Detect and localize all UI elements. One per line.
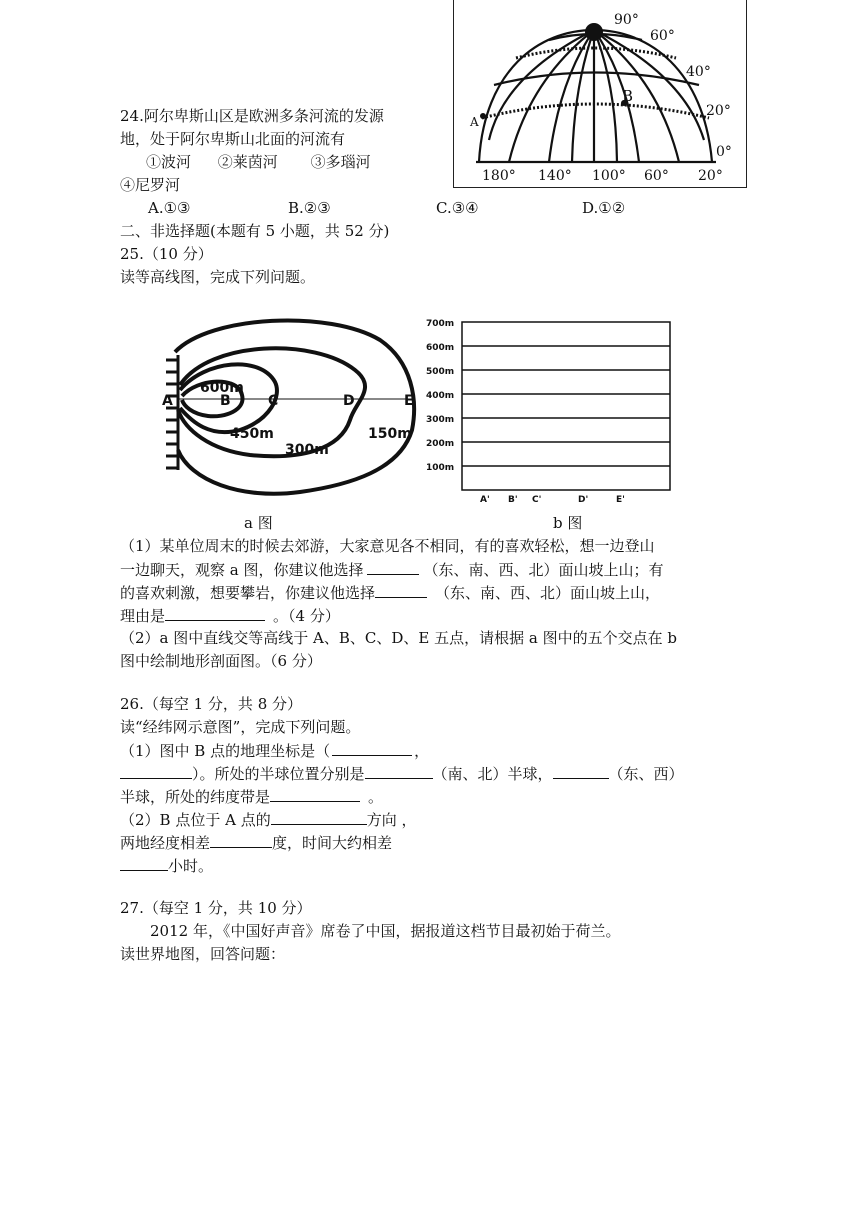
- q26-p2-line1-text-b: 方向 ，: [366, 811, 417, 829]
- answer-blank-latitude-zone[interactable]: [270, 785, 360, 802]
- q25-p2-line2: 图中绘制地形剖面图。（6 分）: [120, 652, 322, 670]
- q27-heading: 27.（每空 1 分，共 10 分）: [120, 899, 312, 917]
- q26-p1-line2-text-b: （南、北）半球，: [432, 765, 553, 783]
- contour-point-d: D: [343, 393, 355, 409]
- q26-intro: 读“经纬网示意图”，完成下列问题。: [120, 718, 361, 736]
- q25-p1-line4-text-a: 理由是: [120, 607, 166, 625]
- lon-label-100: 100°: [592, 168, 626, 184]
- contour-point-b: B: [220, 393, 231, 409]
- contour-point-c: C: [268, 393, 279, 409]
- q24-choice-a: A.①③: [148, 199, 191, 217]
- profile-xtick-e: E': [616, 495, 625, 505]
- q26-p1-line3-text-a: 半球，所处的纬度带是: [120, 788, 271, 806]
- q25-p1-line1: （1）某单位周末的时候去郊游，大家意见各不相同，有的喜欢轻松，想一边登山: [120, 537, 655, 555]
- q25-p1-line2-text-a: 一边聊天，观察 a 图，你建议他选择: [120, 561, 364, 579]
- contour-point-e: E: [404, 393, 414, 409]
- q27-line1: 2012 年，《中国好声音》席卷了中国，据报道这档节目最初始于荷兰。: [150, 922, 621, 940]
- contour-label-450: 450m: [230, 426, 274, 442]
- q26-p1-line3: [120, 785, 383, 808]
- answer-blank-east-west-2[interactable]: [375, 581, 427, 598]
- q25-p1-line4: [120, 604, 340, 627]
- q25-p1-line3: [120, 581, 660, 604]
- profile-xtick-d: D': [578, 495, 589, 505]
- profile-ytick-100: 100m: [426, 463, 455, 473]
- q25-p1-line3-text-a: 的喜欢刺激，想要攀岩，你建议他选择: [120, 584, 376, 602]
- profile-ytick-700: 700m: [426, 319, 455, 329]
- north-pole-mark: [585, 23, 603, 41]
- lat-label-60: 60°: [650, 28, 675, 44]
- profile-grid-b: [420, 312, 680, 512]
- q24-choice-d: D.①②: [582, 199, 626, 217]
- caption-a: a 图: [244, 514, 273, 532]
- answer-blank-longitude-diff[interactable]: [210, 831, 272, 848]
- graticule-figure: [453, 0, 747, 188]
- q26-p1-line2: [120, 762, 684, 785]
- profile-ytick-500: 500m: [426, 367, 455, 377]
- contour-label-150: 150m: [368, 426, 412, 442]
- lon-label-140: 140°: [538, 168, 572, 184]
- answer-blank-east-west-1[interactable]: [367, 558, 419, 575]
- q26-p2-line1: [120, 808, 417, 831]
- q24-choice-b: B.②③: [288, 199, 331, 217]
- q24-opt2: ②莱茵河: [217, 153, 278, 171]
- q26-p1-line1-text-a: （1）图中 B 点的地理坐标是（: [120, 742, 331, 760]
- point-a-mark: [480, 113, 486, 119]
- lat-label-0: 0°: [716, 144, 732, 160]
- q24-line2: 地，处于阿尔卑斯山北面的河流有: [120, 130, 346, 148]
- q24-options: [146, 151, 371, 173]
- answer-blank-direction[interactable]: [271, 808, 367, 825]
- q26-p1-line1-text-b: ，: [414, 742, 430, 760]
- caption-b: b 图: [553, 514, 583, 532]
- q25-p2-line1: （2）a 图中直线交等高线于 A、B、C、D、E 五点，请根据 a 图中的五个交点在 b: [120, 629, 677, 647]
- profile-xtick-b: B': [508, 495, 518, 505]
- graticule-point-a: A: [470, 115, 479, 129]
- q26-p2-line2-text-a: 两地经度相差: [120, 834, 211, 852]
- profile-xtick-c: C': [532, 495, 542, 505]
- q27-line2: 读世界地图，回答问题：: [120, 945, 286, 963]
- q26-heading: 26.（每空 1 分，共 8 分）: [120, 695, 303, 713]
- q24-choice-c: C.③④: [436, 199, 479, 217]
- q25-p1-line4-text-b: 。（4 分）: [273, 607, 340, 625]
- section-2-heading: 二、非选择题(本题有 5 小题，共 52 分): [120, 222, 390, 240]
- q26-p1-line3-text-b: 。: [368, 788, 384, 806]
- q25-p1-line2: [120, 558, 664, 581]
- lon-label-180: 180°: [482, 168, 516, 184]
- q26-p1-line1: [120, 739, 429, 762]
- q26-p2-line2-text-b: 度，时间大约相差: [272, 834, 393, 852]
- answer-blank-hours[interactable]: [120, 854, 168, 871]
- contour-point-a: A: [162, 393, 173, 409]
- q26-p2-line1-text-a: （2）B 点位于 A 点的: [120, 811, 271, 829]
- q24-opt4: ④尼罗河: [120, 176, 181, 194]
- q25-intro: 读等高线图，完成下列问题。: [120, 268, 316, 286]
- q24-opt1: ①波河: [146, 153, 192, 171]
- profile-xtick-a: A': [480, 495, 490, 505]
- lat-label-90: 90°: [614, 12, 639, 28]
- lon-label-20: 20°: [698, 168, 723, 184]
- lon-label-60: 60°: [644, 168, 669, 184]
- answer-blank-reason[interactable]: [165, 604, 265, 621]
- q25-p1-line2-text-b: （东、南、西、北）面山坡上山；有: [423, 561, 664, 579]
- answer-blank-ew-hemisphere[interactable]: [553, 762, 609, 779]
- q25-heading: 25.（10 分）: [120, 245, 213, 263]
- lat-label-20: 20°: [706, 103, 731, 119]
- q26-p2-line3: [120, 854, 213, 877]
- q24-line1: 24.阿尔卑斯山区是欧洲多条河流的发源: [120, 107, 384, 125]
- answer-blank-latitude[interactable]: [332, 739, 412, 756]
- answer-blank-ns-hemisphere[interactable]: [365, 762, 433, 779]
- graticule-point-b: B: [622, 87, 634, 105]
- contour-label-600: 600m: [200, 380, 244, 396]
- profile-ytick-400: 400m: [426, 391, 455, 401]
- q26-p2-line2: [120, 831, 392, 854]
- profile-ytick-200: 200m: [426, 439, 455, 449]
- q25-p1-line3-text-b: （东、南、西、北）面山坡上山，: [435, 584, 661, 602]
- q26-p1-line2-text-a: ）。所处的半球位置分别是: [192, 765, 365, 783]
- q26-p1-line2-text-c: （东、西）: [608, 765, 684, 783]
- q24-opt3: ③多瑙河: [310, 153, 371, 171]
- answer-blank-longitude[interactable]: [120, 762, 192, 779]
- contour-map-a: [150, 310, 430, 510]
- lat-label-40: 40°: [686, 64, 711, 80]
- contour-label-300: 300m: [285, 442, 329, 458]
- q26-p2-line3-text: 小时。: [168, 857, 214, 875]
- profile-ytick-600: 600m: [426, 343, 455, 353]
- profile-ytick-300: 300m: [426, 415, 455, 425]
